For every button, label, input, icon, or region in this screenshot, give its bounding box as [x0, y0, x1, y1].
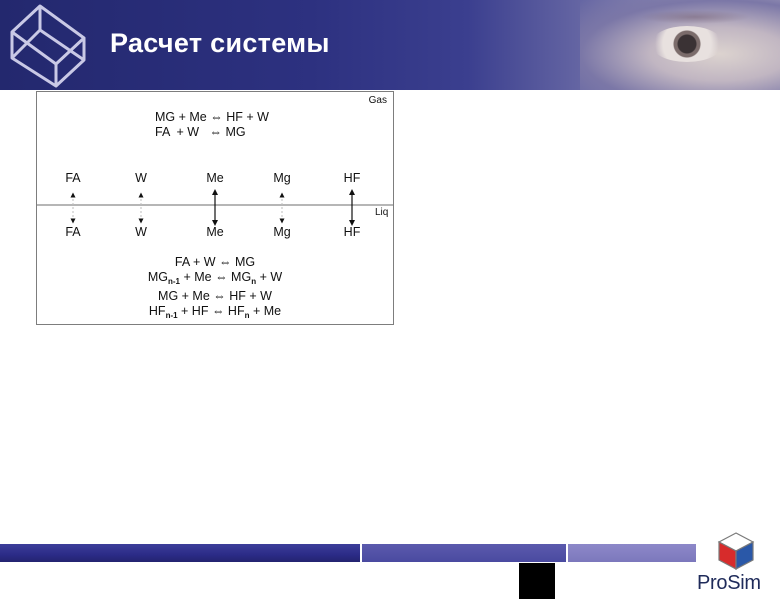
gas-component-label: HF	[343, 171, 361, 185]
header-banner	[0, 0, 780, 90]
gas-component-label: Me	[206, 171, 224, 185]
liq-reactions	[148, 255, 282, 323]
phase-label-gas: Gas	[368, 95, 387, 106]
gas-component-label: W	[135, 171, 147, 185]
liq-component-label: Mg	[273, 225, 291, 239]
phase-label-liq: Liq	[375, 207, 389, 218]
prosim-logo-text: ProSim	[697, 572, 761, 594]
liq-reaction: FA + W ⇔ MG	[174, 255, 256, 269]
slide-number-box	[519, 563, 555, 599]
gas-component-label: FA	[65, 171, 81, 185]
liq-reaction: $HF_{n-1}$ + HF ⇔ $HF_n + Me$	[148, 303, 282, 320]
gas-reaction: MG + Me ⇔ HF + W	[155, 110, 269, 124]
eye-image	[651, 26, 723, 62]
liq-component-label: W	[135, 225, 147, 239]
liq-reaction: MG + Me ⇔ HF + W	[158, 289, 272, 303]
prosim-cube-icon	[716, 531, 756, 571]
gas-component-label: Mg	[273, 171, 291, 185]
liq-component-label: Me	[206, 225, 224, 239]
footer-bar-light	[568, 544, 696, 562]
reaction-diagram	[36, 91, 394, 325]
slide-title: Расчет системы	[110, 28, 330, 58]
liq-component-label: FA	[65, 225, 81, 239]
cube-logo-icon	[0, 0, 110, 90]
eyebrow-shade	[640, 10, 750, 24]
footer-bar-medium	[362, 544, 566, 562]
gas-reaction: FA + W ⇔ MG	[155, 124, 246, 139]
liq-reaction: $MG_{n-1} + Me$ ⇔ $MG_n + W$	[147, 269, 283, 286]
liq-component-label: HF	[343, 225, 361, 239]
footer-bar-dark	[0, 544, 360, 562]
